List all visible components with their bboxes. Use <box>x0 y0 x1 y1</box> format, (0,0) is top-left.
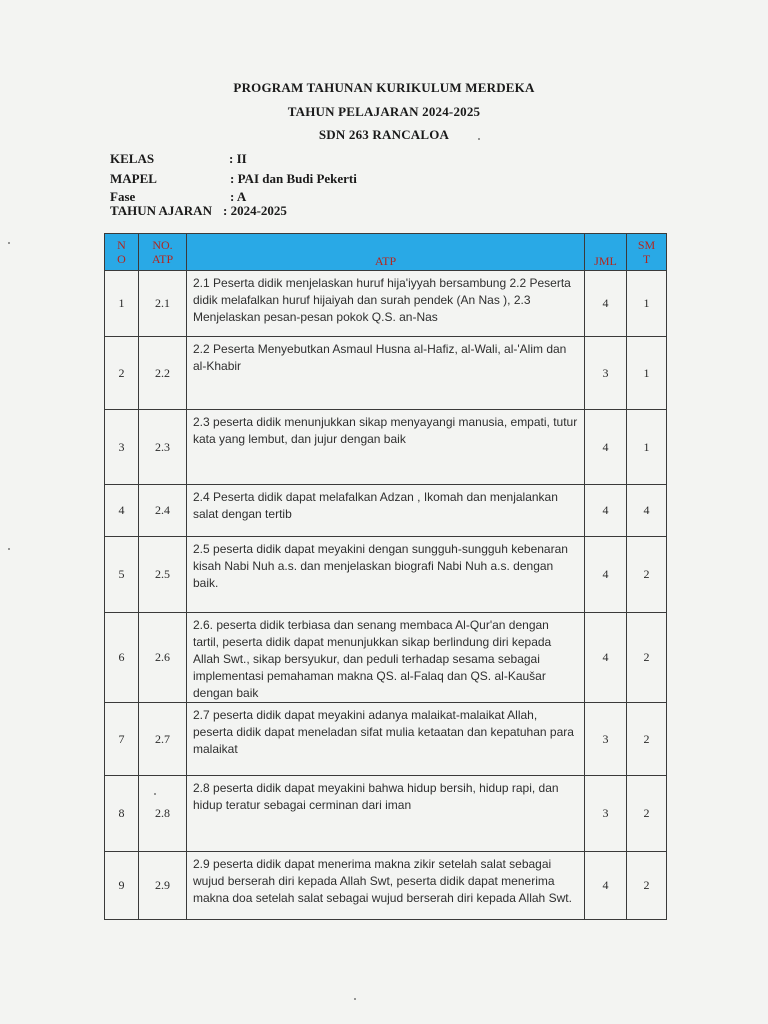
cell-smt: 2 <box>627 703 667 776</box>
header-smt: SM T <box>627 234 667 271</box>
header-jml: JML <box>585 234 627 271</box>
table-row <box>105 703 667 776</box>
cell-no: 2 <box>105 337 139 410</box>
cell-atp-no: 2.1 <box>139 271 187 337</box>
cell-jml: 4 <box>585 852 627 920</box>
cell-smt: 4 <box>627 485 667 537</box>
cell-jml: 4 <box>585 613 627 703</box>
scan-speck <box>354 998 356 1000</box>
cell-atp-desc: 2.2 Peserta Menyebutkan Asmaul Husna al-Hafiz, al-Wali, al-'Alim dan al-Khabir <box>187 337 585 410</box>
cell-jml: 3 <box>585 703 627 776</box>
cell-atp-desc: 2.1 Peserta didik menjelaskan huruf hija'iyyah bersambung 2.2 Peserta didik melafalkan huruf hijaiyah dan surah pendek (An Nas ), 2.3 Menjelaskan pesan-pesan pokok Q.S. an-Nas <box>187 271 585 337</box>
scan-speck <box>154 793 156 795</box>
cell-no: 3 <box>105 410 139 485</box>
meta-fase-label: Fase <box>110 189 136 204</box>
meta-tahun-label: TAHUN AJARAN <box>110 203 212 218</box>
meta-fase-value: : A <box>230 189 247 204</box>
cell-jml: 3 <box>585 776 627 852</box>
cell-jml: 4 <box>585 271 627 337</box>
table-row <box>105 485 667 537</box>
header-atp: ATP <box>187 234 585 271</box>
meta-mapel <box>110 171 357 187</box>
meta-kelas-value: : II <box>229 151 247 166</box>
cell-smt: 2 <box>627 613 667 703</box>
cell-smt: 2 <box>627 776 667 852</box>
cell-atp-desc: 2.6. peserta didik terbiasa dan senang membaca Al-Qur'an dengan tartil, peserta didik dapat menunjukkan sikap berlindung diri kepada Allah Swt., sikap bersyukur, dan peduli terhadap sesama sebagai implementasi pemahaman makna QS. al-Falaq dan QS. al-Kaušar dengan baik <box>187 613 585 703</box>
cell-atp-no: 2.2 <box>139 337 187 410</box>
cell-no: 7 <box>105 703 139 776</box>
meta-mapel-label: MAPEL <box>110 171 157 186</box>
meta-mapel-value: : PAI dan Budi Pekerti <box>230 171 357 186</box>
table-row <box>105 537 667 613</box>
cell-atp-desc: 2.8 peserta didik dapat meyakini bahwa hidup bersih, hidup rapi, dan hidup teratur sebagai cerminan dari iman <box>187 776 585 852</box>
cell-no: 5 <box>105 537 139 613</box>
cell-atp-no: 2.4 <box>139 485 187 537</box>
scan-speck <box>8 548 10 550</box>
cell-no: 4 <box>105 485 139 537</box>
header-no: N O <box>105 234 139 271</box>
cell-no: 9 <box>105 852 139 920</box>
document-title: PROGRAM TAHUNAN KURIKULUM MERDEKA <box>233 80 535 95</box>
cell-jml: 3 <box>585 337 627 410</box>
scan-speck <box>8 242 10 244</box>
table-row <box>105 271 667 337</box>
academic-year-heading: TAHUN PELAJARAN 2024-2025 <box>287 104 481 119</box>
cell-jml: 4 <box>585 410 627 485</box>
cell-jml: 4 <box>585 537 627 613</box>
cell-atp-desc: 2.7 peserta didik dapat meyakini adanya malaikat-malaikat Allah, peserta didik dapat meneladan sifat mulia ketaatan dan kepatuhan para malaikat <box>187 703 585 776</box>
meta-kelas <box>110 151 247 167</box>
cell-no: 1 <box>105 271 139 337</box>
header-no-atp: NO. ATP <box>139 234 187 271</box>
table-row <box>105 613 667 703</box>
cell-no: 8 <box>105 776 139 852</box>
meta-kelas-label: KELAS <box>110 151 155 166</box>
cell-atp-desc: 2.3 peserta didik menunjukkan sikap menyayangi manusia, empati, tutur kata yang lembut, dan jujur dengan baik <box>187 410 585 485</box>
cell-atp-desc: 2.5 peserta didik dapat meyakini dengan sungguh-sungguh kebenaran kisah Nabi Nuh a.s. dan menjelaskan biografi Nabi Nuh a.s. dengan baik. <box>187 537 585 613</box>
cell-smt: 1 <box>627 410 667 485</box>
cell-atp-desc: 2.4 Peserta didik dapat melafalkan Adzan , Ikomah dan menjalankan salat dengan tertib <box>187 485 585 537</box>
cell-atp-no: 2.9 <box>139 852 187 920</box>
cell-jml: 4 <box>585 485 627 537</box>
cell-atp-no: 2.7 <box>139 703 187 776</box>
meta-tahun-value: : 2024-2025 <box>223 203 287 218</box>
cell-atp-no: 2.8 <box>139 776 187 852</box>
cell-no: 6 <box>105 613 139 703</box>
cell-atp-desc: 2.9 peserta didik dapat menerima makna zikir setelah salat sebagai wujud berserah diri kepada Allah Swt, peserta didik dapat menerima makna doa setelah salat sebagai wujud berserah diri kepada Allah Swt. <box>187 852 585 920</box>
meta-tahun-ajaran <box>110 203 287 219</box>
cell-atp-no: 2.6 <box>139 613 187 703</box>
cell-atp-no: 2.3 <box>139 410 187 485</box>
table-row <box>105 776 667 852</box>
table-header-row <box>105 234 667 271</box>
cell-smt: 1 <box>627 337 667 410</box>
cell-smt: 1 <box>627 271 667 337</box>
cell-smt: 2 <box>627 852 667 920</box>
table-row <box>105 852 667 920</box>
table-row <box>105 410 667 485</box>
cell-smt: 2 <box>627 537 667 613</box>
cell-atp-no: 2.5 <box>139 537 187 613</box>
school-name-heading: SDN 263 RANCALOA <box>318 127 450 142</box>
atp-table <box>104 233 667 920</box>
table-row <box>105 337 667 410</box>
scan-speck <box>478 138 480 140</box>
